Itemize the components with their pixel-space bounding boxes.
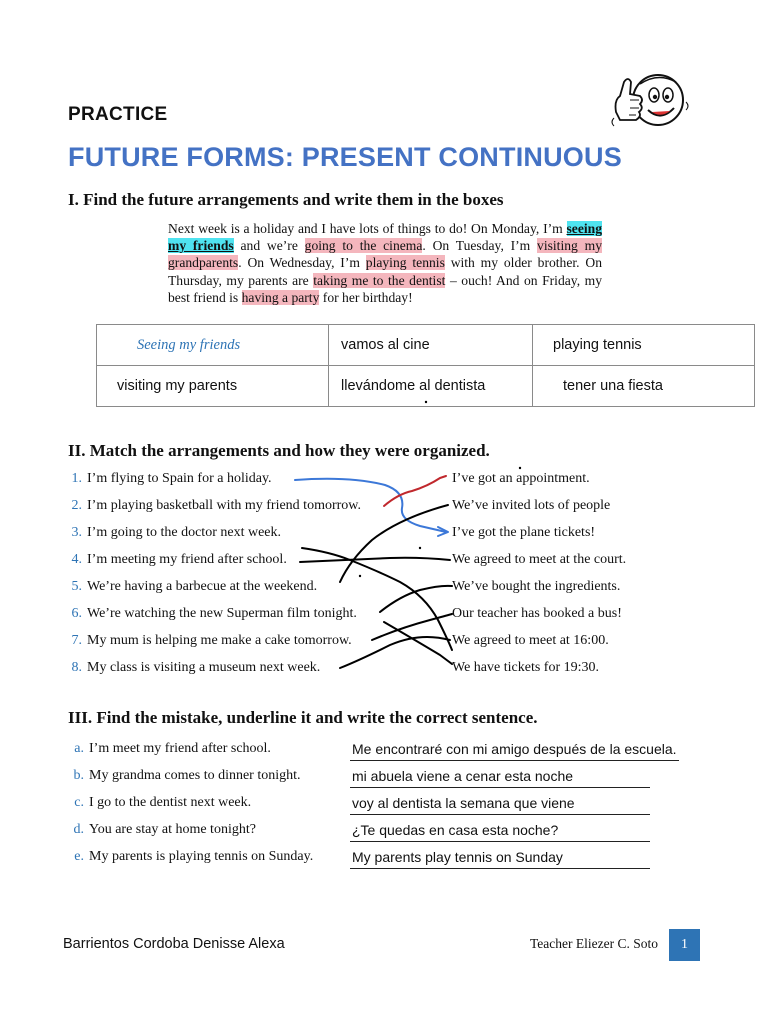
highlight-seeing-my-friends: seeing my friends — [168, 221, 602, 254]
match-line-black — [340, 505, 448, 582]
organization-item: We have tickets for 19:30. — [452, 660, 599, 675]
match-line-black — [372, 614, 452, 640]
match-line-black — [340, 637, 450, 668]
answer-box[interactable]: visiting my parents — [97, 366, 329, 407]
highlight-taking-to-dentist: taking me to the dentist — [313, 272, 446, 288]
answer-field[interactable]: Me encontraré con mi amigo después de la escuela. — [350, 738, 679, 761]
section-3-heading: III. Find the mistake, underline it and write the correct sentence. — [68, 708, 538, 727]
match-line-black — [300, 558, 450, 562]
mistake-item: a. I’m meet my friend after school. — [74, 741, 271, 756]
answer-box[interactable]: Seeing my friends — [97, 325, 329, 366]
organization-item: We’ve bought the ingredients. — [452, 579, 621, 594]
answer-box[interactable]: playing tennis — [533, 325, 755, 366]
arrangement-item: 2. I’m playing basketball with my friend tomorrow. — [71, 498, 361, 513]
student-name: Barrientos Cordoba Denisse Alexa — [63, 936, 285, 952]
arrangement-item: 1. I’m flying to Spain for a holiday. — [71, 471, 272, 486]
section-1-heading: I. Find the future arrangements and write them in the boxes — [68, 190, 504, 209]
arrangement-item: 5. We’re having a barbecue at the weekend. — [71, 579, 318, 594]
arrangement-item: 8. My class is visiting a museum next week. — [71, 660, 321, 675]
organization-item: I’ve got the plane tickets! — [452, 525, 596, 540]
organization-item: Our teacher has booked a bus! — [452, 606, 622, 621]
arrangement-item: 6. We’re watching the new Superman film tonight. — [71, 606, 357, 621]
answer-box[interactable]: llevándome al dentista — [329, 366, 533, 407]
organization-item: We’ve invited lots of people — [452, 498, 611, 513]
practice-label: PRACTICE — [68, 104, 168, 125]
arrangement-item: 7. My mum is helping me make a cake tomorrow. — [71, 633, 352, 648]
mistake-item: b. My grandma comes to dinner tonight. — [73, 768, 301, 783]
answer-field[interactable]: My parents play tennis on Sunday — [350, 846, 650, 869]
highlight-going-to-cinema: going to the cinema — [304, 238, 423, 254]
page-title: FUTURE FORMS: PRESENT CONTINUOUS — [68, 142, 622, 172]
arrangement-item: 3. I’m going to the doctor next week. — [71, 525, 282, 540]
story-paragraph: Next week is a holiday and I have lots of things to do! On Monday, I’m seeing my friends and we’re going to the cinema. On Tuesday, I’m visiting my grandparents. On Wednesday, I’m playing tennis with my older brother. On Thursday, my parents are taking me to the dentist – ouch! And on Friday, my best friend is having a party for her birthday! — [168, 221, 603, 305]
match-line-black — [380, 586, 452, 612]
organization-item: We agreed to meet at the court. — [452, 552, 627, 567]
section-2-heading: II. Match the arrangements and how they were organized. — [68, 441, 490, 460]
page-number: 1 — [669, 929, 700, 961]
mistake-item: e. My parents is playing tennis on Sunday. — [74, 849, 314, 864]
answer-lines — [350, 738, 679, 873]
arrangement-item: 4. I’m meeting my friend after school. — [71, 552, 287, 567]
highlight-visiting-grandparents: visiting my grandparents — [168, 238, 602, 271]
answer-field[interactable]: voy al dentista la semana que viene — [350, 792, 650, 815]
mistake-sentences — [68, 738, 313, 873]
match-line-red — [384, 476, 446, 506]
highlight-playing-tennis: playing tennis — [365, 255, 445, 271]
answer-field[interactable]: mi abuela viene a cenar esta noche — [350, 765, 650, 788]
highlight-having-party: having a party — [241, 289, 320, 305]
organization-item: We agreed to meet at 16:00. — [452, 633, 609, 648]
answer-field[interactable]: ¿Te quedas en casa esta noche? — [350, 819, 650, 842]
answer-box[interactable]: tener una fiesta — [533, 366, 755, 407]
answer-box[interactable]: vamos al cine — [329, 325, 533, 366]
mistake-item: d. You are stay at home tonight? — [73, 822, 256, 837]
match-line-black — [302, 548, 452, 650]
mistake-item: c. I go to the dentist next week. — [74, 795, 252, 810]
teacher-name: Teacher Eliezer C. Soto — [530, 936, 658, 951]
organization-item: I’ve got an appointment. — [452, 471, 590, 486]
